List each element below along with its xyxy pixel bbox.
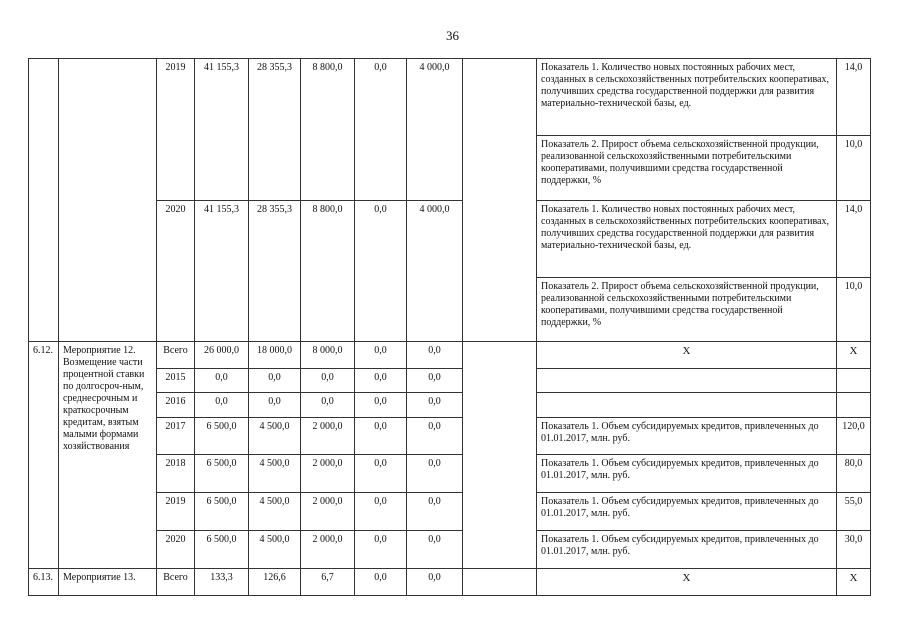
year-cell: 2020 — [157, 531, 195, 569]
extra-cell: 0,0 — [407, 493, 463, 531]
year-cell: 2020 — [157, 201, 195, 342]
year-cell: Всего — [157, 342, 195, 369]
regional-cell: 0,0 — [301, 393, 355, 418]
federal-cell: 0,0 — [249, 369, 301, 393]
indicator-text: Показатель 1. Объем субсидируемых кредитов, привлеченных до 01.01.2017, млн. руб. — [537, 418, 837, 455]
extra-cell: 0,0 — [407, 342, 463, 369]
indicator-value: 80,0 — [837, 455, 871, 493]
table-row — [29, 59, 871, 136]
year-cell: 2019 — [157, 59, 195, 201]
local-cell: 0,0 — [355, 493, 407, 531]
indicator-text — [537, 393, 837, 418]
indicator-value — [837, 393, 871, 418]
federal-cell: 4 500,0 — [249, 455, 301, 493]
code-cell: 6.12. — [29, 342, 59, 569]
event-name-cell: Мероприятие 12. Возмещение части процентной ставки по долгосроч-ным, среднесрочным и краткосрочным кредитам, взятым малыми формами хозяйствования — [59, 342, 157, 569]
federal-cell: 4 500,0 — [249, 418, 301, 455]
total-cell: 6 500,0 — [195, 493, 249, 531]
federal-cell: 4 500,0 — [249, 493, 301, 531]
code-cell — [29, 59, 59, 342]
year-cell: 2016 — [157, 393, 195, 418]
year-cell: 2019 — [157, 493, 195, 531]
local-cell: 0,0 — [355, 569, 407, 596]
indicator-text — [537, 369, 837, 393]
local-cell: 0,0 — [355, 393, 407, 418]
event-name-cell — [59, 59, 157, 342]
indicator-value: 14,0 — [837, 59, 871, 136]
federal-cell: 28 355,3 — [249, 201, 301, 342]
indicator-value: 30,0 — [837, 531, 871, 569]
code-cell: 6.13. — [29, 569, 59, 596]
indicator-text: Показатель 1. Количество новых постоянных рабочих мест, созданных в сельскохозяйственных потребительских кооперативах, получивших средства государственной поддержки для развития материально-технической базы, ед. — [537, 201, 837, 278]
gap-cell — [463, 59, 537, 342]
federal-cell: 126,6 — [249, 569, 301, 596]
program-table — [28, 58, 871, 596]
year-cell: 2017 — [157, 418, 195, 455]
local-cell: 0,0 — [355, 59, 407, 201]
indicator-value: X — [837, 342, 871, 369]
indicator-text: X — [537, 342, 837, 369]
local-cell: 0,0 — [355, 418, 407, 455]
indicator-value — [837, 369, 871, 393]
total-cell: 6 500,0 — [195, 418, 249, 455]
table-row — [29, 342, 871, 369]
extra-cell: 0,0 — [407, 369, 463, 393]
indicator-text: Показатель 1. Объем субсидируемых кредитов, привлеченных до 01.01.2017, млн. руб. — [537, 455, 837, 493]
local-cell: 0,0 — [355, 342, 407, 369]
extra-cell: 0,0 — [407, 393, 463, 418]
year-cell: Всего — [157, 569, 195, 596]
total-cell: 0,0 — [195, 369, 249, 393]
extra-cell: 4 000,0 — [407, 59, 463, 201]
indicator-text: Показатель 1. Объем субсидируемых кредитов, привлеченных до 01.01.2017, млн. руб. — [537, 493, 837, 531]
indicator-value: 14,0 — [837, 201, 871, 278]
extra-cell: 0,0 — [407, 418, 463, 455]
regional-cell: 6,7 — [301, 569, 355, 596]
indicator-value: 10,0 — [837, 136, 871, 201]
indicator-value: 55,0 — [837, 493, 871, 531]
indicator-text: Показатель 2. Прирост объема сельскохозяйственной продукции, реализованной сельскохозяйственными потребительскими кооперативами, получившими средства государственной поддержки, % — [537, 136, 837, 201]
gap-cell — [463, 569, 537, 596]
federal-cell: 18 000,0 — [249, 342, 301, 369]
local-cell: 0,0 — [355, 369, 407, 393]
total-cell: 41 155,3 — [195, 59, 249, 201]
regional-cell: 2 000,0 — [301, 531, 355, 569]
indicator-text: Показатель 2. Прирост объема сельскохозяйственной продукции, реализованной сельскохозяйственными потребительскими кооперативами, получившими средства государственной поддержки, % — [537, 278, 837, 342]
federal-cell: 28 355,3 — [249, 59, 301, 201]
regional-cell: 2 000,0 — [301, 418, 355, 455]
indicator-text: Показатель 1. Количество новых постоянных рабочих мест, созданных в сельскохозяйственных потребительских кооперативах, получивших средства государственной поддержки для развития материально-технической базы, ед. — [537, 59, 837, 136]
regional-cell: 2 000,0 — [301, 493, 355, 531]
extra-cell: 0,0 — [407, 455, 463, 493]
event-name-cell: Мероприятие 13. — [59, 569, 157, 596]
regional-cell: 2 000,0 — [301, 455, 355, 493]
federal-cell: 4 500,0 — [249, 531, 301, 569]
indicator-value: 120,0 — [837, 418, 871, 455]
indicator-value: 10,0 — [837, 278, 871, 342]
year-cell: 2015 — [157, 369, 195, 393]
federal-cell: 0,0 — [249, 393, 301, 418]
regional-cell: 8 800,0 — [301, 59, 355, 201]
extra-cell: 0,0 — [407, 569, 463, 596]
year-cell: 2018 — [157, 455, 195, 493]
gap-cell — [463, 342, 537, 569]
total-cell: 6 500,0 — [195, 455, 249, 493]
total-cell: 0,0 — [195, 393, 249, 418]
local-cell: 0,0 — [355, 201, 407, 342]
local-cell: 0,0 — [355, 531, 407, 569]
total-cell: 6 500,0 — [195, 531, 249, 569]
total-cell: 133,3 — [195, 569, 249, 596]
indicator-value: X — [837, 569, 871, 596]
regional-cell: 8 800,0 — [301, 201, 355, 342]
table-row — [29, 569, 871, 596]
total-cell: 41 155,3 — [195, 201, 249, 342]
local-cell: 0,0 — [355, 455, 407, 493]
total-cell: 26 000,0 — [195, 342, 249, 369]
regional-cell: 0,0 — [301, 369, 355, 393]
page-number: 36 — [446, 28, 459, 43]
indicator-text: Показатель 1. Объем субсидируемых кредитов, привлеченных до 01.01.2017, млн. руб. — [537, 531, 837, 569]
extra-cell: 0,0 — [407, 531, 463, 569]
indicator-text: X — [537, 569, 837, 596]
extra-cell: 4 000,0 — [407, 201, 463, 342]
regional-cell: 8 000,0 — [301, 342, 355, 369]
